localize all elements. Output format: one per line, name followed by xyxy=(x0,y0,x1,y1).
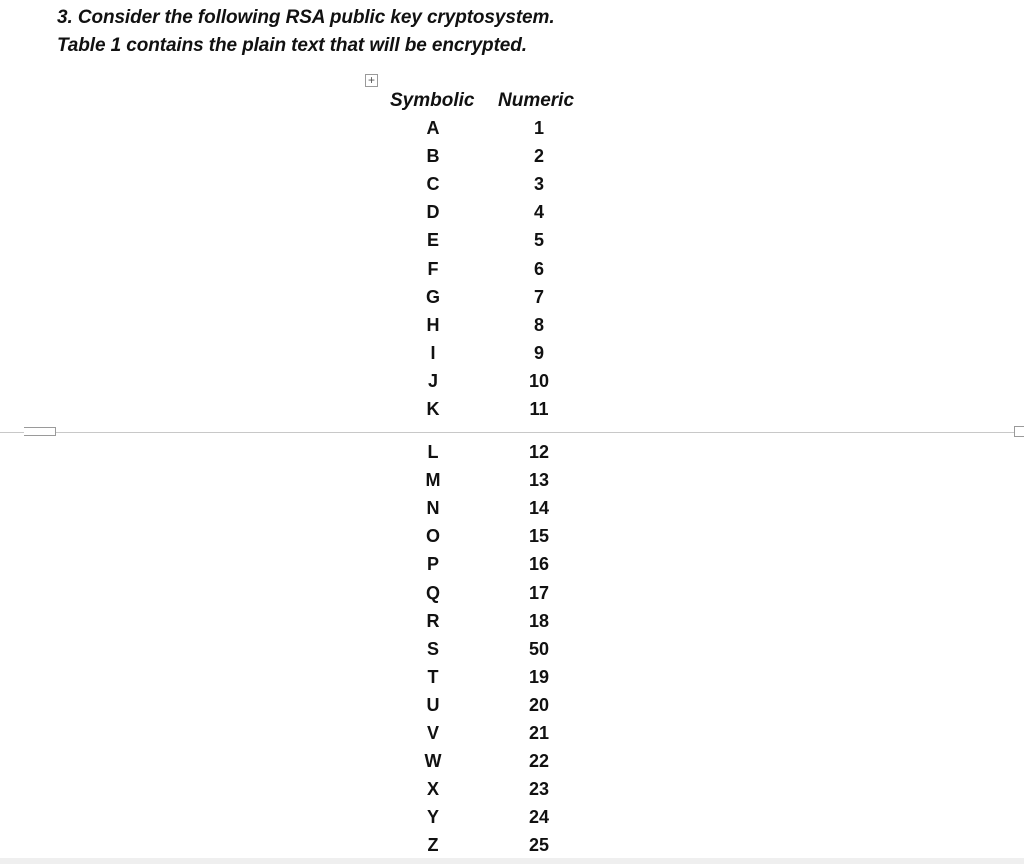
numeric-cell: 17 xyxy=(528,582,550,603)
symbolic-cell: D xyxy=(426,202,440,223)
symbolic-cell: J xyxy=(427,370,438,391)
numeric-cell: 20 xyxy=(528,694,550,715)
symbolic-cell: K xyxy=(426,399,440,419)
numeric-cell: 22 xyxy=(528,751,550,772)
symbolic-cell: U xyxy=(426,694,440,715)
symbolic-cell: E xyxy=(426,230,439,251)
symbolic-cell: F xyxy=(427,258,439,279)
symbolic-cell: V xyxy=(426,723,439,743)
symbolic-cell: L xyxy=(427,442,439,462)
numeric-cell: 8 xyxy=(533,314,544,335)
symbolic-cell: H xyxy=(426,314,440,335)
symbolic-cell: T xyxy=(427,666,439,687)
symbolic-cell: W xyxy=(424,751,442,772)
question-heading xyxy=(57,4,555,60)
numeric-cell: 23 xyxy=(528,779,550,800)
symbolic-cell: R xyxy=(426,610,440,631)
symbolic-cell: Q xyxy=(425,582,440,603)
column-header-numeric: Numeric xyxy=(498,90,575,111)
symbolic-cell: B xyxy=(426,146,440,167)
page-break-line xyxy=(0,432,1024,433)
numeric-cell: 19 xyxy=(528,666,550,687)
numeric-cell: 13 xyxy=(528,470,550,491)
symbolic-cell: Y xyxy=(426,807,439,828)
right-margin-marker xyxy=(1014,426,1024,437)
symbolic-cell: I xyxy=(430,342,436,363)
symbolic-cell: S xyxy=(426,638,439,659)
left-margin-marker xyxy=(24,427,56,436)
numeric-cell: 10 xyxy=(528,370,550,391)
numeric-cell: 12 xyxy=(528,442,550,462)
table-move-handle-icon[interactable]: + xyxy=(365,74,378,87)
column-header-symbolic: Symbolic xyxy=(390,90,475,111)
numeric-cell: 6 xyxy=(533,258,544,279)
numeric-cell: 24 xyxy=(528,807,550,828)
symbolic-cell: N xyxy=(426,498,440,519)
numeric-cell: 14 xyxy=(528,498,550,519)
symbolic-cell: C xyxy=(426,174,440,195)
numeric-cell: 3 xyxy=(533,174,544,195)
question-line-1: 3. Consider the following RSA public key cryptosystem. xyxy=(57,7,555,28)
question-line-2: Table 1 contains the plain text that will be encrypted. xyxy=(57,35,527,56)
numeric-cell: 9 xyxy=(533,342,544,363)
symbolic-cell: P xyxy=(426,554,439,575)
numeric-cell: 16 xyxy=(528,554,550,575)
symbolic-cell: X xyxy=(426,779,439,800)
numeric-cell: 18 xyxy=(528,610,550,631)
numeric-cell: 4 xyxy=(533,202,544,223)
numeric-cell: 11 xyxy=(529,399,549,419)
numeric-cell: 50 xyxy=(528,638,550,659)
numeric-cell: 21 xyxy=(528,723,550,743)
numeric-cell: 5 xyxy=(533,230,544,251)
numeric-cell: 7 xyxy=(533,286,544,307)
numeric-cell: 2 xyxy=(533,146,544,167)
numeric-cell: 1 xyxy=(533,118,544,138)
symbolic-cell: Z xyxy=(427,835,439,856)
symbolic-cell: M xyxy=(425,470,441,491)
symbolic-cell: A xyxy=(426,118,440,138)
numeric-cell: 15 xyxy=(528,526,550,547)
symbolic-cell: G xyxy=(425,286,440,307)
numeric-cell: 25 xyxy=(528,835,550,856)
page-bottom-edge xyxy=(0,858,1024,864)
symbolic-cell: O xyxy=(425,526,440,547)
